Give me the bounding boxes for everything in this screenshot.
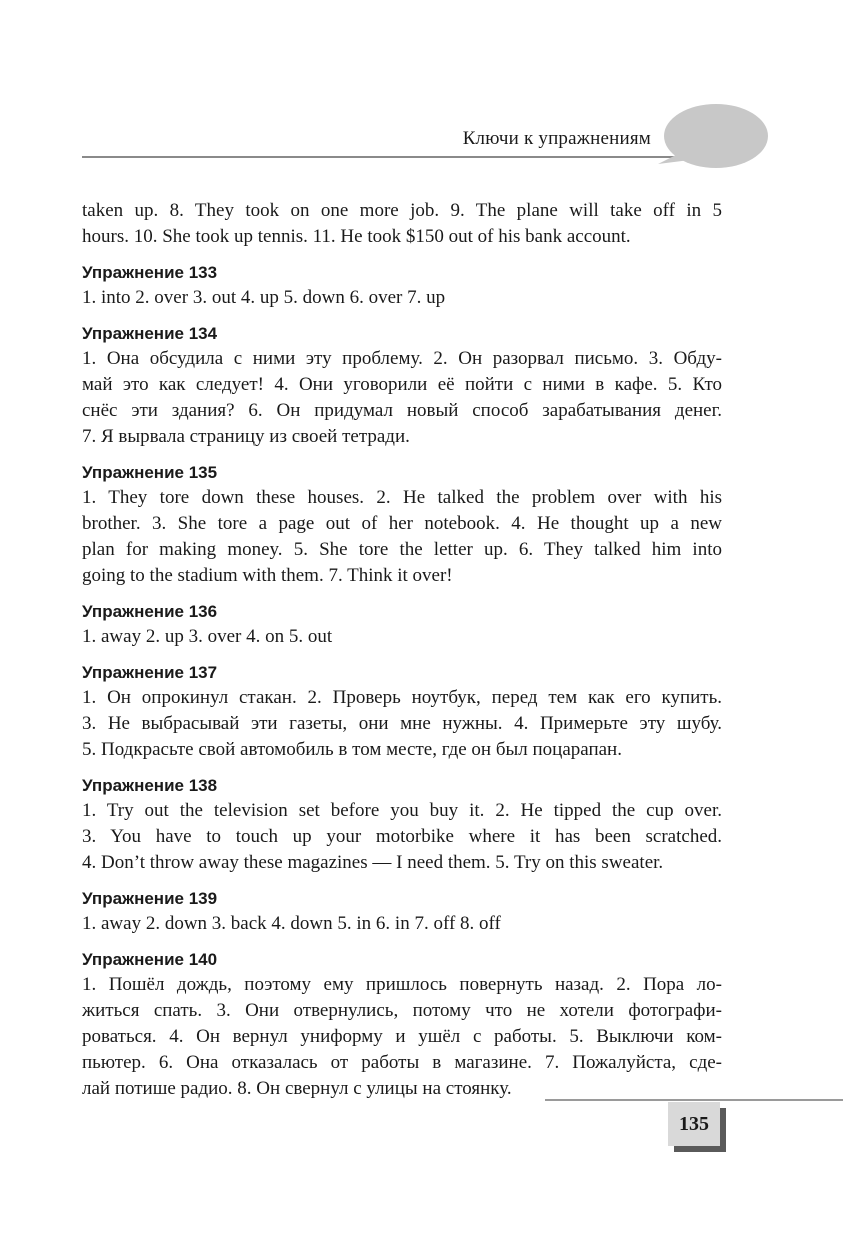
text-line: снёс эти здания? 6. Он придумал новый способ зарабатывания денег. bbox=[82, 400, 722, 421]
intro-paragraph bbox=[82, 198, 722, 250]
text-line: 1. Она обсудила с ними эту проблему. 2. Он разорвал письмо. 3. Обду- bbox=[82, 348, 722, 369]
exercise-answers bbox=[82, 972, 722, 1102]
text-line: 5. Подкрасьте свой автомобиль в том месте, где он был поцарапан. bbox=[82, 739, 622, 760]
exercise-answers bbox=[82, 285, 722, 311]
exercise-133 bbox=[82, 250, 722, 311]
text-line: 7. Я вырвала страницу из своей тетради. bbox=[82, 426, 410, 447]
page-number: 135 bbox=[668, 1102, 720, 1146]
exercise-138 bbox=[82, 763, 722, 876]
text-line: 1. Он опрокинул стакан. 2. Проверь ноутбук, перед тем как его купить. bbox=[82, 687, 722, 708]
text-line: 3. You have to touch up your motorbike where it has been scratched. bbox=[82, 826, 722, 847]
exercise-139 bbox=[82, 876, 722, 937]
text-line: brother. 3. She tore a page out of her notebook. 4. He thought up a new bbox=[82, 513, 722, 534]
exercise-heading: Упражнение 136 bbox=[82, 602, 218, 621]
exercise-heading: Упражнение 134 bbox=[82, 324, 218, 343]
exercise-answers bbox=[82, 911, 722, 937]
exercise-heading: Упражнение 138 bbox=[82, 776, 218, 795]
text-line: going to the stadium with them. 7. Think it over! bbox=[82, 565, 453, 586]
exercise-answers bbox=[82, 485, 722, 589]
exercise-137 bbox=[82, 650, 722, 763]
text-line: 1. away 2. down 3. back 4. down 5. in 6. in 7. off 8. off bbox=[82, 913, 501, 934]
text-line: 1. away 2. up 3. over 4. on 5. out bbox=[82, 626, 333, 647]
exercise-answers bbox=[82, 624, 722, 650]
answer-keys-content bbox=[82, 198, 722, 1102]
exercise-answers bbox=[82, 346, 722, 450]
exercise-135 bbox=[82, 450, 722, 589]
exercise-answers bbox=[82, 798, 722, 876]
text-line: житься спать. 3. Они отвернулись, потому что не хотели фотографи- bbox=[82, 1000, 722, 1021]
text-line: plan for making money. 5. She tore the letter up. 6. They talked him into bbox=[82, 539, 722, 560]
text-line: роваться. 4. Он вернул униформу и ушёл с работы. 5. Выключи ком- bbox=[82, 1026, 722, 1047]
speech-bubble-icon bbox=[656, 102, 768, 180]
exercise-heading: Упражнение 135 bbox=[82, 463, 218, 482]
header-rule bbox=[82, 156, 674, 158]
text-line: 1. into 2. over 3. out 4. up 5. down 6. over 7. up bbox=[82, 287, 446, 308]
text-line: taken up. 8. They took on one more job. 9. The plane will take off in 5 bbox=[82, 200, 722, 221]
exercise-136 bbox=[82, 589, 722, 650]
exercise-heading: Упражнение 133 bbox=[82, 263, 218, 282]
text-line: hours. 10. She took up tennis. 11. He took $150 out of his bank account. bbox=[82, 226, 631, 247]
exercise-heading: Упражнение 139 bbox=[82, 889, 218, 908]
text-line: лай потише радио. 8. Он свернул с улицы на стоянку. bbox=[82, 1078, 512, 1099]
exercise-134 bbox=[82, 311, 722, 450]
text-line: 1. Try out the television set before you buy it. 2. He tipped the cup over. bbox=[82, 800, 722, 821]
text-line: пьютер. 6. Она отказалась от работы в магазине. 7. Пожалуйста, сде- bbox=[82, 1052, 722, 1073]
exercise-heading: Упражнение 137 bbox=[82, 663, 218, 682]
text-line: 3. Не выбрасывай эти газеты, они мне нужны. 4. Примерьте эту шубу. bbox=[82, 713, 722, 734]
exercise-answers bbox=[82, 685, 722, 763]
text-line: 1. They tore down these houses. 2. He talked the problem over with his bbox=[82, 487, 722, 508]
running-header-title: Ключи к упражнениям bbox=[462, 128, 651, 149]
text-line: 1. Пошёл дождь, поэтому ему пришлось повернуть назад. 2. Пора ло- bbox=[82, 974, 722, 995]
footer-rule bbox=[545, 1099, 843, 1101]
text-line: 4. Don’t throw away these magazines — I need them. 5. Try on this sweater. bbox=[82, 852, 664, 873]
text-line: май это как следует! 4. Они уговорили её пойти с ними в кафе. 5. Кто bbox=[82, 374, 722, 395]
exercise-heading: Упражнение 140 bbox=[82, 950, 218, 969]
exercise-140 bbox=[82, 937, 722, 1102]
